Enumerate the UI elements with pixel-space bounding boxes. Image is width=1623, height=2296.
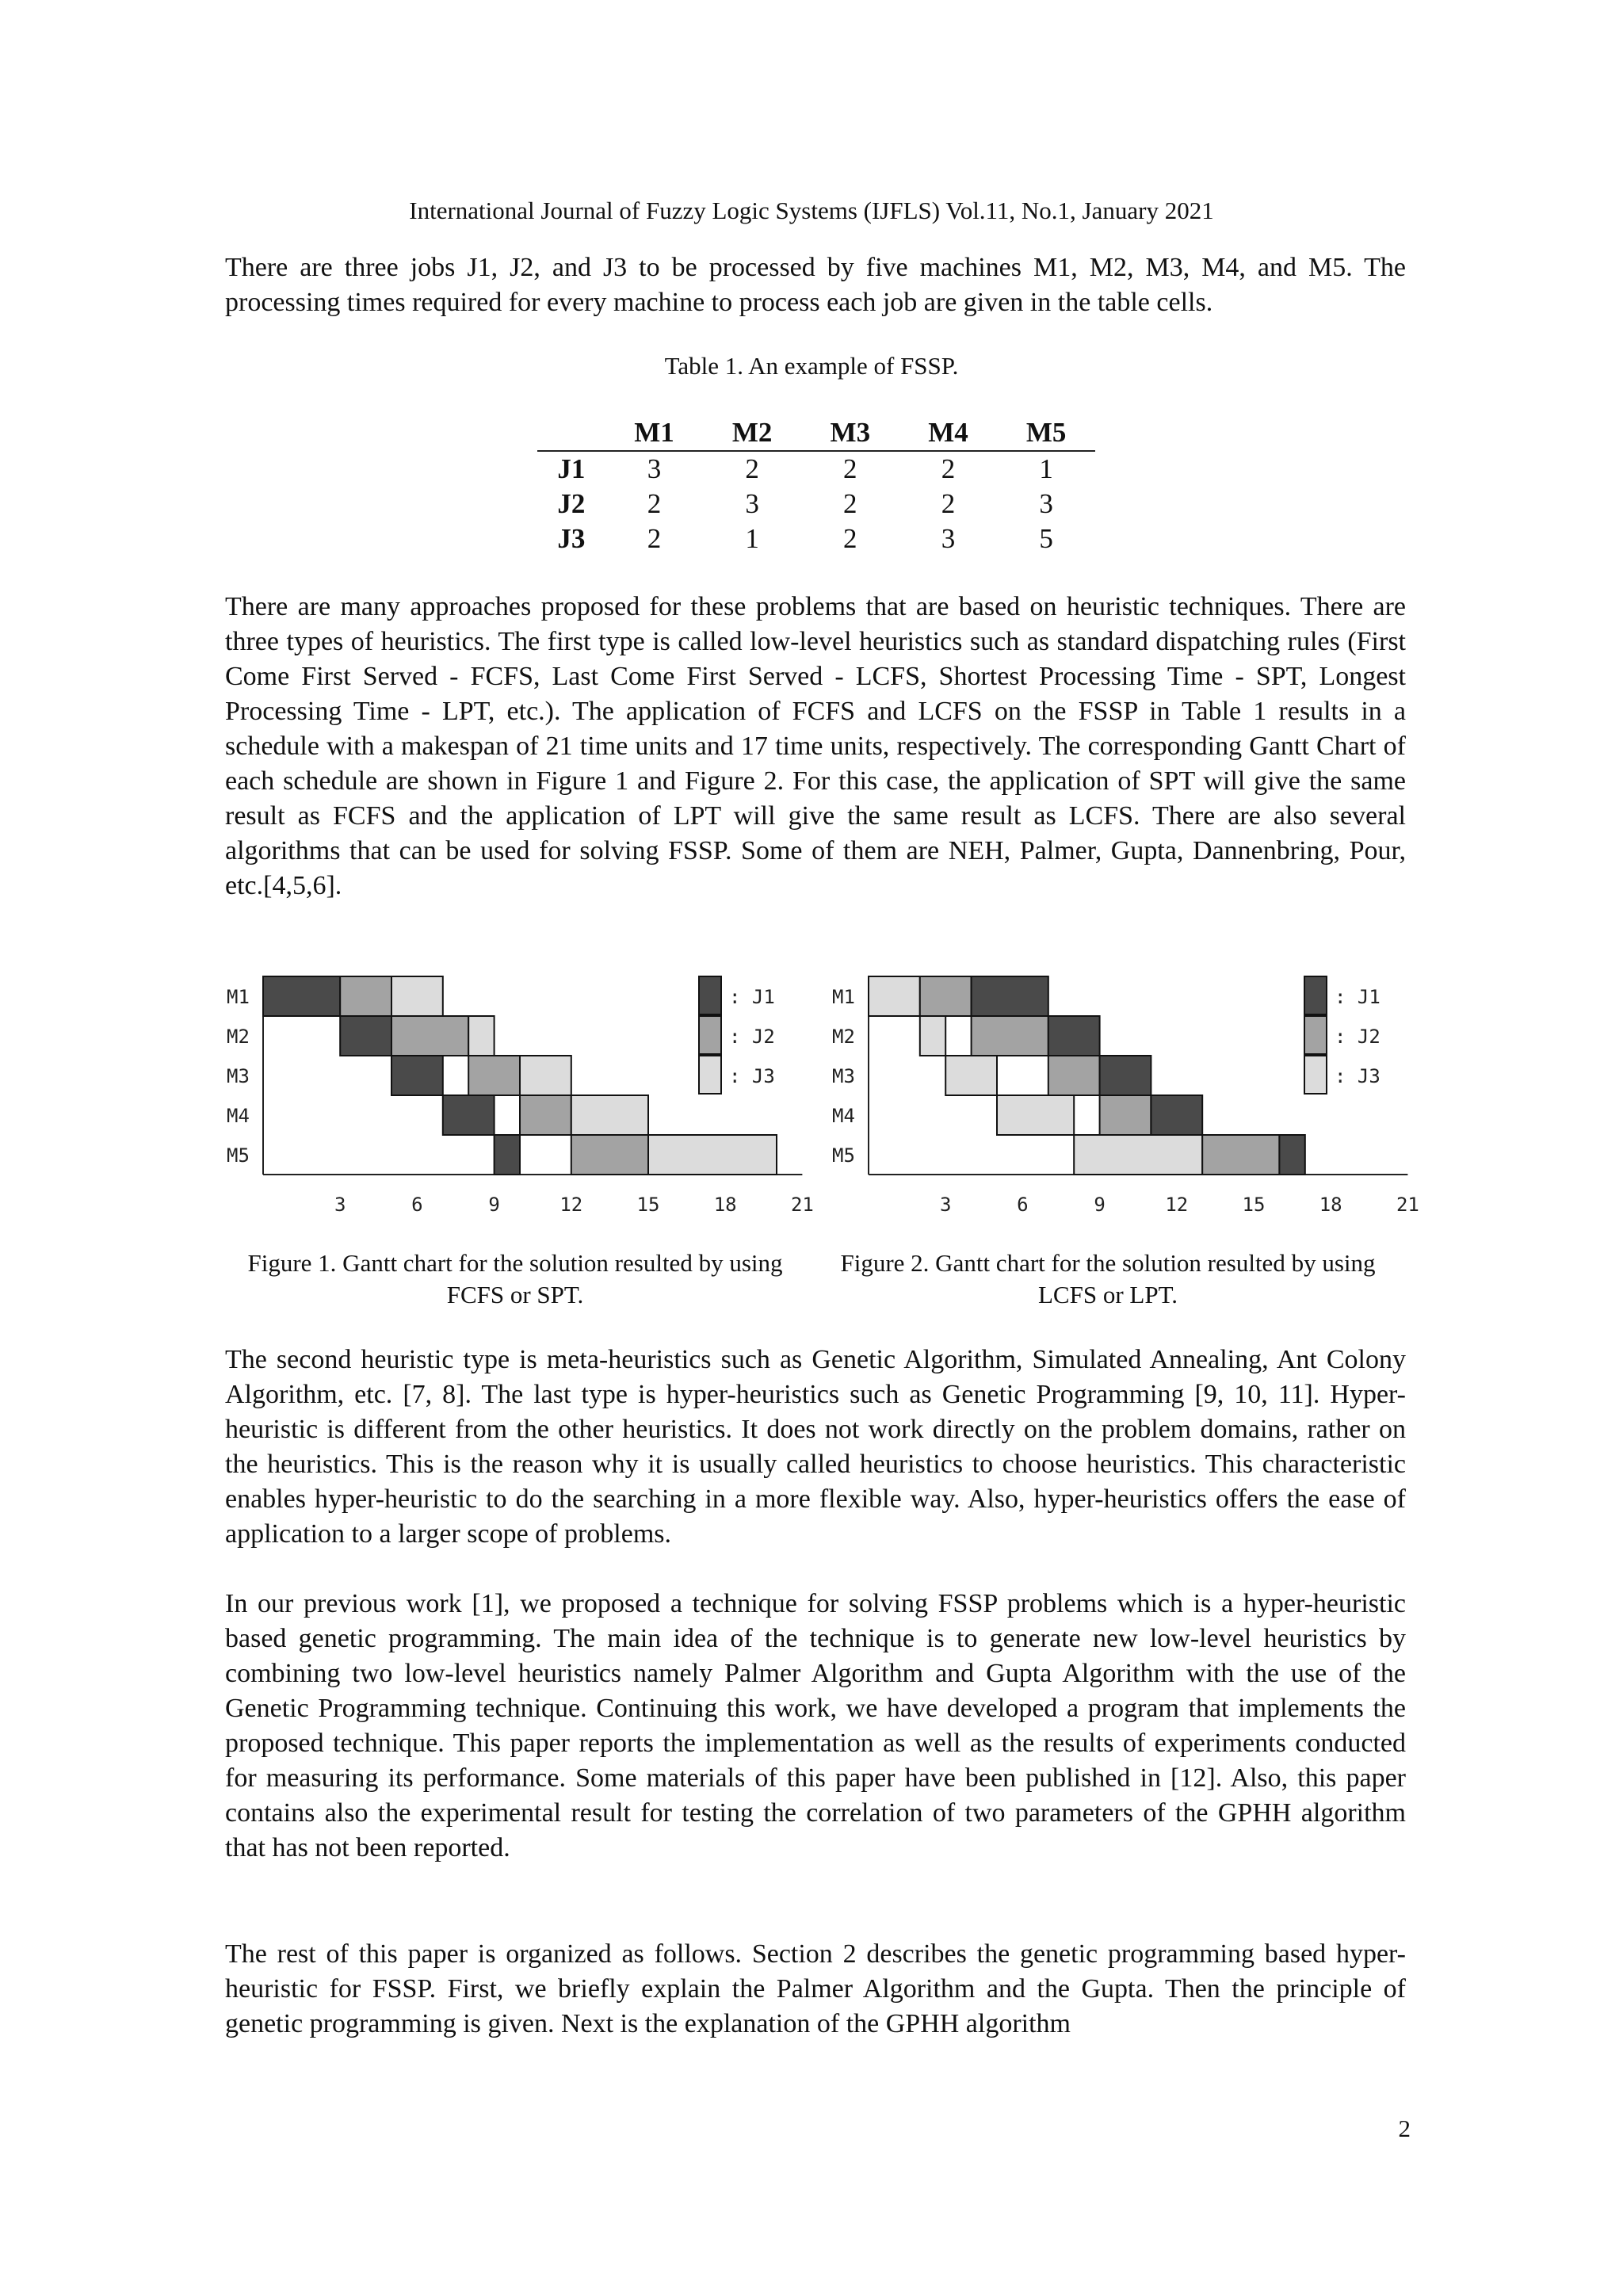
task-bar-m3-j1 xyxy=(391,1056,443,1095)
x-tick-label: 12 xyxy=(1165,1194,1189,1216)
task-bar-m5-j1 xyxy=(1279,1135,1304,1175)
task-bar-m1-j2 xyxy=(340,976,391,1016)
task-bar-m5-j3 xyxy=(1074,1135,1202,1175)
x-tick-label: 3 xyxy=(334,1194,346,1216)
paragraph-previous-work: In our previous work [1], we proposed a technique for solving FSSP problems which is a hyper-heuristic based genetic programming. The main idea of the technique is to generate new low-level heuristics by combining two low-level heuristics namely Palmer Algorithm and Gupta Algorithm with the use of the Genetic Programming technique. Continuing this work, we have developed a program that implements the proposed technique. This paper reports the implementation as well as the results of experiments conducted for measuring its performance. Some materials of this paper have been published in [12]. Also, this paper contains also the experimental result for testing the correlation of two parameters of the GPHH algorithm that has not been reported. xyxy=(225,1589,1406,1862)
task-bar-m2-j1 xyxy=(340,1016,391,1056)
x-tick-label: 6 xyxy=(411,1194,423,1216)
machine-label: M5 xyxy=(227,1144,250,1167)
column-header: M3 xyxy=(801,415,899,451)
column-header: M1 xyxy=(605,415,704,451)
task-bar-m4-j2 xyxy=(520,1095,571,1135)
table-cell: 1 xyxy=(1039,453,1053,484)
fssp-table xyxy=(537,415,1095,556)
table-cell: 3 xyxy=(647,453,662,484)
table-cell: 3 xyxy=(1039,488,1053,519)
gantt-chart-2-svg xyxy=(831,967,1419,1221)
x-tick-label: 9 xyxy=(488,1194,500,1216)
task-bar-m2-j3 xyxy=(920,1016,945,1056)
table-cell: 3 xyxy=(745,488,759,519)
paragraph-meta-heuristics: The second heuristic type is meta-heuristics such as Genetic Algorithm, Simulated Annealing, Ant Colony Algorithm, etc. [7, 8]. The last type is hyper-heuristics such as Genetic Programming [9, 10, 11]. Hyper-heuristic is different from the other heuristics. It does not work directly on the problem domains, rather on the heuristics. This is the reason why it is usually called heuristics to choose heuristics. This characteristic enables hyper-heuristic to do the searching in a more flexible way. Also, hyper-heuristics offers the ease of application to a larger scope of problems. xyxy=(225,1345,1406,1549)
legend-label-j2: : J2 xyxy=(729,1026,775,1048)
task-bar-m5-j2 xyxy=(571,1135,648,1175)
table-caption: Table 1. An example of FSSP. xyxy=(664,352,959,380)
x-tick-label: 15 xyxy=(636,1194,660,1216)
gantt-chart-2 xyxy=(831,967,1419,1221)
task-bar-m5-j1 xyxy=(495,1135,520,1175)
task-bar-m5-j2 xyxy=(1202,1135,1279,1175)
legend-label-j3: : J3 xyxy=(1335,1065,1381,1087)
task-bar-m4-j3 xyxy=(571,1095,648,1135)
x-tick-label: 21 xyxy=(1396,1194,1419,1216)
task-bar-m3-j2 xyxy=(468,1056,520,1095)
task-bar-m1-j1 xyxy=(972,976,1048,1016)
x-tick-label: 9 xyxy=(1094,1194,1106,1216)
journal-header: International Journal of Fuzzy Logic Systems (IJFLS) Vol.11, No.1, January 2021 xyxy=(409,197,1214,224)
machine-label: M1 xyxy=(832,986,855,1008)
table-cell: 2 xyxy=(843,488,857,519)
paragraph-organization: The rest of this paper is organized as follows. Section 2 describes the genetic programming based hyper-heuristic for FSSP. First, we briefly explain the Palmer Algorithm and the Gupta. Then the principle of genetic programming is given. Next is the explanation of the GPHH algorithm xyxy=(225,1939,1406,2038)
table-corner-cell xyxy=(537,415,605,451)
task-bar-m4-j2 xyxy=(1100,1095,1151,1135)
table-cell: 2 xyxy=(843,453,857,484)
machine-label: M3 xyxy=(832,1065,855,1087)
column-header: M2 xyxy=(703,415,801,451)
table-cell: 2 xyxy=(647,523,662,554)
table-cell: 3 xyxy=(941,523,956,554)
table-cell: 2 xyxy=(941,453,956,484)
task-bar-m3-j3 xyxy=(520,1056,571,1095)
figure-1-caption: Figure 1. Gantt chart for the solution resulted by using FCFS or SPT. xyxy=(247,1249,783,1308)
task-bar-m2-j3 xyxy=(468,1016,494,1056)
table-row xyxy=(537,487,1095,521)
table-row xyxy=(537,451,1095,487)
table-header-row xyxy=(537,415,1095,451)
machine-label: M4 xyxy=(227,1105,250,1127)
paragraph-intro: There are three jobs J1, J2, and J3 to be processed by five machines M1, M2, M3, M4, and M5. The processing times required for every machine to process each job are given in the table cells. xyxy=(225,253,1406,317)
x-tick-label: 18 xyxy=(713,1194,737,1216)
table-cell: 2 xyxy=(745,453,759,484)
machine-label: M4 xyxy=(832,1105,855,1127)
legend-label-j3: : J3 xyxy=(729,1065,775,1087)
gantt-chart-1 xyxy=(225,967,814,1221)
paragraph-heuristics: There are many approaches proposed for these problems that are based on heuristic techniques. There are three types of heuristics. The first type is called low-level heuristics such as standard dispatching rules (First Come First Served - FCFS, Last Come First Served - LCFS, Shortest Processing Time - SPT, Longest Processing Time - LPT, etc.). The application of FCFS and LCFS on the FSSP in Table 1 results in a schedule with a makespan of 21 time units and 17 time units, respectively. The corresponding Gantt Chart of each schedule are shown in Figure 1 and Figure 2. For this case, the application of SPT will give the same result as FCFS and the application of LPT will give the same result as LCFS. There are also several algorithms that can be used for solving FSSP. Some of them are NEH, Palmer, Gupta, Dannenbring, Pour, etc.[4,5,6]. xyxy=(225,592,1406,900)
task-bar-m3-j2 xyxy=(1048,1056,1100,1095)
task-bar-m5-j3 xyxy=(648,1135,777,1175)
page-number: 2 xyxy=(1398,2115,1411,2142)
task-bar-m4-j1 xyxy=(1151,1095,1202,1135)
x-tick-label: 21 xyxy=(790,1194,814,1216)
task-bar-m2-j1 xyxy=(1048,1016,1100,1056)
x-tick-label: 15 xyxy=(1242,1194,1266,1216)
legend-swatch-j1 xyxy=(1304,976,1327,1014)
task-bar-m1-j1 xyxy=(263,976,340,1016)
machine-label: M3 xyxy=(227,1065,250,1087)
column-header: M5 xyxy=(997,415,1095,451)
table-cell: 2 xyxy=(843,523,857,554)
machine-label: M5 xyxy=(832,1144,855,1167)
row-header: J2 xyxy=(557,488,586,519)
table-cell: 5 xyxy=(1039,523,1053,554)
legend-label-j2: : J2 xyxy=(1335,1026,1381,1048)
legend-swatch-j3 xyxy=(699,1056,721,1094)
task-bar-m1-j3 xyxy=(391,976,443,1016)
row-header: J1 xyxy=(557,453,586,484)
x-tick-label: 18 xyxy=(1319,1194,1342,1216)
task-bar-m1-j2 xyxy=(920,976,972,1016)
task-bar-m1-j3 xyxy=(869,976,920,1016)
x-tick-label: 12 xyxy=(559,1194,583,1216)
legend-swatch-j1 xyxy=(699,976,721,1014)
x-tick-label: 6 xyxy=(1017,1194,1029,1216)
machine-label: M1 xyxy=(227,986,250,1008)
table-cell: 2 xyxy=(941,488,956,519)
row-header: J3 xyxy=(557,523,586,554)
legend-label-j1: : J1 xyxy=(1335,986,1381,1008)
x-tick-label: 3 xyxy=(939,1194,952,1216)
task-bar-m4-j3 xyxy=(997,1095,1074,1135)
machine-label: M2 xyxy=(832,1026,855,1048)
column-header: M4 xyxy=(899,415,998,451)
figure-2-caption: Figure 2. Gantt chart for the solution resulted by using LCFS or LPT. xyxy=(840,1249,1376,1308)
legend-label-j1: : J1 xyxy=(729,986,775,1008)
table-cell: 2 xyxy=(647,488,662,519)
table-cell: 1 xyxy=(745,523,759,554)
task-bar-m4-j1 xyxy=(443,1095,495,1135)
legend-swatch-j3 xyxy=(1304,1056,1327,1094)
legend-swatch-j2 xyxy=(1304,1016,1327,1054)
table-row xyxy=(537,521,1095,556)
machine-label: M2 xyxy=(227,1026,250,1048)
legend-swatch-j2 xyxy=(699,1016,721,1054)
task-bar-m2-j2 xyxy=(391,1016,468,1056)
task-bar-m3-j3 xyxy=(945,1056,997,1095)
task-bar-m2-j2 xyxy=(972,1016,1048,1056)
gantt-chart-1-svg xyxy=(225,967,814,1221)
task-bar-m3-j1 xyxy=(1100,1056,1151,1095)
